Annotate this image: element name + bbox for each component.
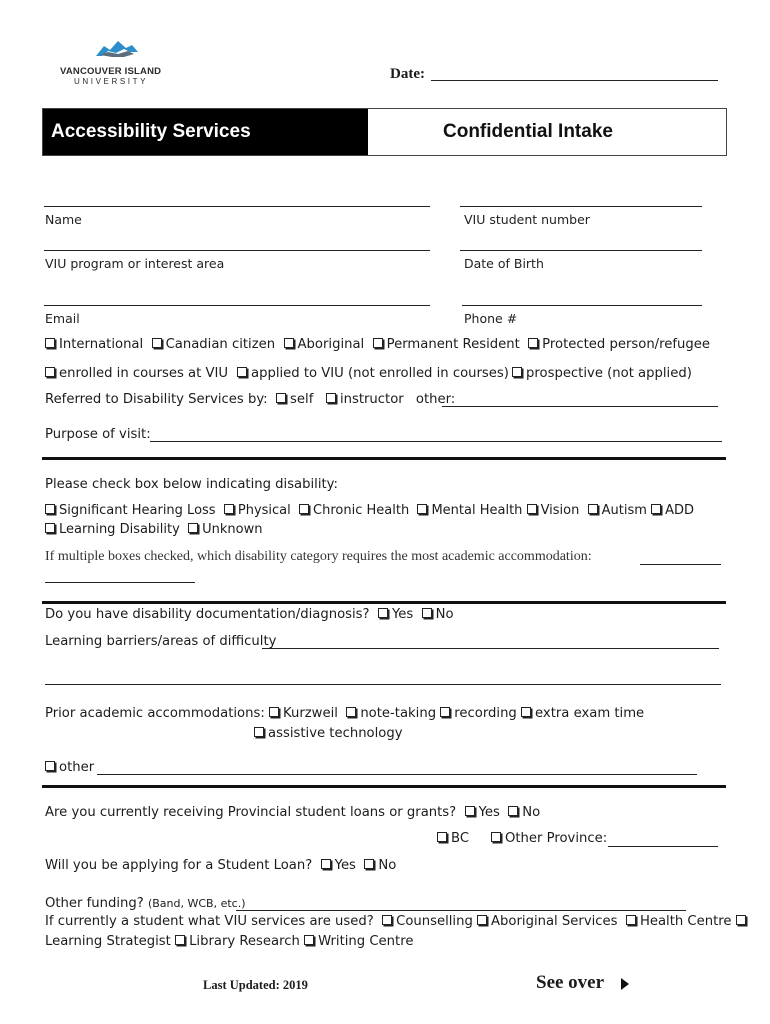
program-field[interactable] xyxy=(44,250,430,251)
banner-right-title: Confidential Intake xyxy=(443,121,613,142)
accommodations-label: Prior academic accommodations: xyxy=(45,706,265,721)
checkbox-assistive-technology[interactable]: assistive technology xyxy=(254,726,403,741)
accommodations-row-1 xyxy=(45,706,644,721)
phone-field[interactable] xyxy=(462,305,702,306)
see-over-label: See over xyxy=(536,972,605,993)
name-label: Name xyxy=(45,212,82,227)
disability-row-1 xyxy=(45,503,694,518)
checkbox-extra-exam-time[interactable]: extra exam time xyxy=(521,706,644,721)
checkbox-self[interactable]: self xyxy=(272,392,314,407)
other-funding-hint: (Band, WCB, etc.) xyxy=(147,897,246,910)
checkbox-apply-no[interactable]: No xyxy=(360,858,396,873)
other-province-field[interactable] xyxy=(608,846,718,847)
phone-label: Phone # xyxy=(464,311,518,326)
checkbox-instructor[interactable]: instructor xyxy=(318,392,404,407)
checkbox-documentation-yes[interactable]: Yes xyxy=(374,607,414,622)
checkbox-physical[interactable]: Physical xyxy=(220,503,291,518)
checkbox-documentation-no[interactable]: No xyxy=(417,607,453,622)
disability-prompt: Please check box below indicating disability: xyxy=(45,477,338,492)
logo-text-line1: VANCOUVER ISLAND xyxy=(60,66,162,77)
checkbox-writing-centre[interactable]: Writing Centre xyxy=(304,934,413,949)
checkbox-vision[interactable]: Vision xyxy=(527,503,580,518)
apply-loan-row xyxy=(45,858,396,873)
title-banner xyxy=(42,108,727,156)
checkbox-accommodation-other[interactable]: other xyxy=(45,760,94,775)
logo-text-line2: UNIVERSITY xyxy=(74,77,149,86)
documentation-row xyxy=(45,607,454,622)
other-funding-field[interactable] xyxy=(236,910,686,911)
section-divider xyxy=(42,601,726,604)
checkbox-canadian-citizen[interactable]: Canadian citizen xyxy=(147,337,275,352)
barriers-field[interactable] xyxy=(262,648,719,649)
purpose-field[interactable] xyxy=(150,441,722,442)
purpose-label: Purpose of visit: xyxy=(45,427,151,442)
checkbox-aboriginal[interactable]: Aboriginal xyxy=(279,337,364,352)
checkbox-other-province[interactable]: Other Province: xyxy=(491,831,607,846)
checkbox-applied[interactable]: applied to VIU (not enrolled in courses) xyxy=(237,366,509,381)
date-field[interactable] xyxy=(431,80,718,81)
checkbox-aboriginal-services[interactable]: Aboriginal Services xyxy=(477,914,618,929)
checkbox-mental-health[interactable]: Mental Health xyxy=(413,503,522,518)
other-funding-label: Other funding? xyxy=(45,896,144,911)
checkbox-autism[interactable]: Autism xyxy=(584,503,647,518)
checkbox-enrolled[interactable]: enrolled in courses at VIU xyxy=(45,366,228,381)
section-divider xyxy=(42,457,726,460)
barriers-field-cont[interactable] xyxy=(45,684,721,685)
checkbox-unknown[interactable]: Unknown xyxy=(184,522,263,537)
loans-row xyxy=(45,805,540,820)
checkbox-hearing-loss[interactable]: Significant Hearing Loss xyxy=(45,503,216,518)
checkbox-learning-disability[interactable]: Learning Disability xyxy=(45,522,180,537)
status-row-1 xyxy=(45,337,710,352)
referral-label: Referred to Disability Services by: xyxy=(45,392,268,407)
program-label: VIU program or interest area xyxy=(45,256,225,271)
email-field[interactable] xyxy=(44,305,430,306)
checkbox-kurzweil[interactable]: Kurzweil xyxy=(269,706,338,721)
referral-row xyxy=(45,392,455,407)
barriers-label: Learning barriers/areas of difficulty xyxy=(45,634,277,649)
multiple-disability-question: If multiple boxes checked, which disability category requires the most academic accommodation: xyxy=(45,549,592,564)
apply-loan-question: Will you be applying for a Student Loan? xyxy=(45,858,313,873)
checkbox-loans-yes[interactable]: Yes xyxy=(460,805,500,820)
loans-question: Are you currently receiving Provincial student loans or grants? xyxy=(45,805,457,820)
checkbox-protected-person[interactable]: Protected person/refugee xyxy=(524,337,710,352)
other-funding-row xyxy=(45,896,246,911)
checkbox-counselling[interactable]: Counselling xyxy=(378,914,473,929)
dob-field[interactable] xyxy=(460,250,702,251)
service-learning-strategist: Learning Strategist xyxy=(45,934,171,949)
date-label: Date: xyxy=(390,66,425,82)
checkbox-prospective[interactable]: prospective (not applied) xyxy=(512,366,692,381)
name-field[interactable] xyxy=(44,206,430,207)
checkbox-international[interactable]: International xyxy=(45,337,143,352)
student-number-label: VIU student number xyxy=(464,212,590,227)
checkbox-health-centre[interactable]: Health Centre xyxy=(622,914,732,929)
services-question: If currently a student what VIU services are used? xyxy=(45,914,374,929)
last-updated: Last Updated: 2019 xyxy=(203,978,308,992)
multiple-disability-field-cont[interactable] xyxy=(45,582,195,583)
documentation-question: Do you have disability documentation/diagnosis? xyxy=(45,607,370,622)
checkbox-add[interactable]: ADD xyxy=(651,503,694,518)
accommodation-other-field[interactable] xyxy=(97,774,697,775)
checkbox-bc[interactable]: BC xyxy=(437,831,469,846)
dob-label: Date of Birth xyxy=(464,256,544,271)
banner-left-title: Accessibility Services xyxy=(51,121,251,142)
email-label: Email xyxy=(45,311,80,326)
banner-left xyxy=(43,109,368,155)
checkbox-recording[interactable]: recording xyxy=(440,706,517,721)
checkbox-trailing[interactable] xyxy=(736,915,746,925)
checkbox-apply-yes[interactable]: Yes xyxy=(316,858,356,873)
services-row-1 xyxy=(45,914,750,929)
checkbox-loans-no[interactable]: No xyxy=(504,805,540,820)
student-number-field[interactable] xyxy=(460,206,702,207)
disability-row-2 xyxy=(45,522,262,537)
checkbox-permanent-resident[interactable]: Permanent Resident xyxy=(368,337,519,352)
checkbox-note-taking[interactable]: note-taking xyxy=(342,706,436,721)
checkbox-library-research[interactable]: Library Research xyxy=(175,934,300,949)
multiple-disability-field[interactable] xyxy=(640,564,721,565)
referral-other-field[interactable] xyxy=(442,406,718,407)
checkbox-chronic-health[interactable]: Chronic Health xyxy=(295,503,409,518)
section-divider xyxy=(42,785,726,788)
referral-other-label: other: xyxy=(415,392,456,407)
services-row-2 xyxy=(45,934,413,949)
arrow-right-icon xyxy=(620,977,630,991)
